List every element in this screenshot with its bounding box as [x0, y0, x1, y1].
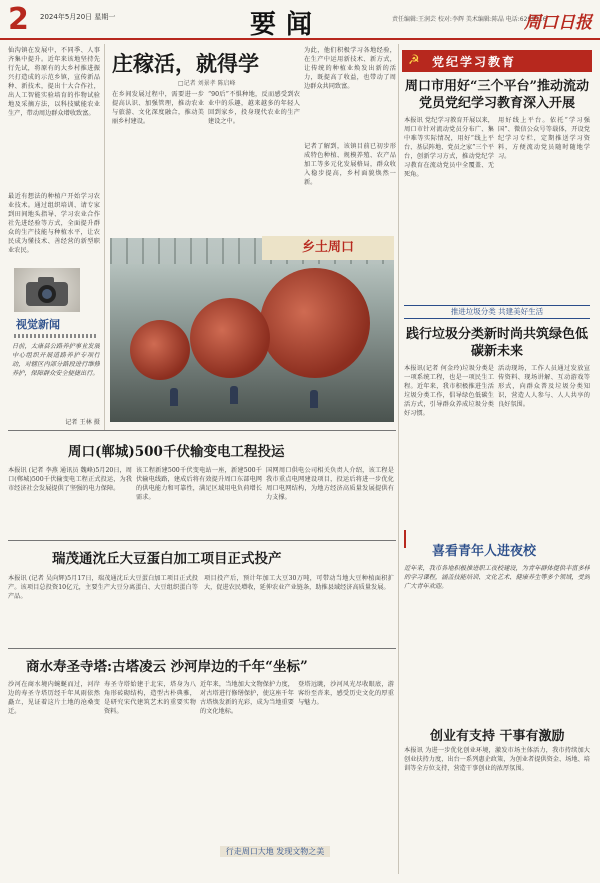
- section-divider: [8, 430, 396, 431]
- right-p1: 本报讯 党纪学习教育开展以来，周口市针对流动党员分布广、集中难等实际情况，用好“线上平台、基层阵地、党员之家”三个平台，创新学习方式，推动党纪学习教育在流动党员中全覆盖、无死角。: [404, 117, 494, 178]
- section-divider: [8, 648, 396, 649]
- article3-headline: 瑞茂通沈丘大豆蛋白加工项目正式投产: [52, 551, 282, 567]
- photo-caption: 日前，太康县公路养护事业发展中心组织开展道路养护专项行动，对辖区内部分路段进行维修养护，保障群众安全便捷出行。: [12, 343, 100, 377]
- visual-news-column: 视觉新闻: [16, 318, 60, 331]
- article1-p2: 最近有想法的种植户开始学习农业技术。通过组织培训、请专家到田间地头指导、学习农业合作社先进经验等方式，全面提升群众的生产技能与种植水平，让农民成为懂技术、善经营的新型职业农民。: [8, 193, 100, 254]
- article1-byline: □记者 刘景孝 陈启峰: [178, 80, 236, 87]
- column-rule: [398, 44, 399, 874]
- article3-p1: 本报讯 (记者 吴向辉)5月17日，瑞茂通沈丘大豆蛋白加工项目正式投产。该项目总投资10亿元，主要生产大豆分离蛋白、大豆组织蛋白等产品。: [8, 575, 198, 600]
- garbage-sort-column: 推进垃圾分类 共建美好生活: [404, 305, 590, 319]
- article1-headline: 庄稼活，就得学: [112, 51, 259, 76]
- right-headline2: 践行垃圾分类新时尚共筑绿色低碳新未来: [405, 327, 588, 359]
- headline-flag: [404, 530, 406, 548]
- article4-p4: 登塔远眺，沙河风光尽收眼底，游客纷至沓来，感受历史文化的厚重与魅力。: [298, 681, 394, 706]
- rural-zhoukou-banner: 乡土周口: [262, 236, 394, 260]
- article4-p3: 近年来，当地加大文物保护力度，对古塔进行修缮保护，使这座千年古塔焕发新的光彩，成为当地重要的文化地标。: [200, 681, 294, 715]
- camera-icon: [14, 268, 80, 312]
- article3-p2: 项目投产后，预计年加工大豆30万吨，可带动当地大豆种植面积扩大，促进农民增收，延伸农业产业链条，助推县域经济高质量发展。: [204, 575, 394, 591]
- article4-headline: 商水寿圣寺塔:古塔凌云 沙河岸边的千年“坐标”: [26, 659, 308, 675]
- article1-p5: 为此，他们积极学习各地经验，在生产中运用新技术、新方式，让传统的种植业焕发出新的活力，既提高了收益，也带动了周边群众共同致富。: [304, 47, 396, 90]
- column-rule: [104, 44, 105, 430]
- newspaper-logo: 周口日报: [524, 13, 592, 33]
- article1-p1: 仙沟镇在发展中，不同季、人事齐集中提升。近年来该地坚持先行先试，将原有的大乡村推进振兴打造成的示范乡镇，宣传新品种、新技术，提出十大合作社，出人工智能实验培育的作物试验地及采摘方法，以科技赋能农业生产，带动周边群众增收致富。: [8, 47, 100, 117]
- article1-p3: 在乡间发展过程中，需要进一步提高认识、加强管理，推动农业与旅游、文化深度融合，推动美丽乡村建设。: [112, 91, 204, 125]
- right-headline3: 喜看青年人进夜校: [432, 544, 537, 559]
- footer-tag-text: 行走周口大地 发现文物之美: [220, 846, 331, 857]
- section-title: 要闻: [250, 10, 323, 40]
- right-p2: 用好线上平台。依托“学习强国”、微信公众号等载体，开设党纪学习专栏，定期推送学习资料，方便流动党员随时随地学习。: [498, 117, 590, 160]
- article2-headline: 周口(郸城)500千伏输变电工程投运: [68, 444, 285, 460]
- right-p3: 本报讯(记者 何金玲)垃圾分类是一项系统工程，也是一项民生工程。近年来，我市积极推进生活垃圾分类工作，倡导绿色低碳生活方式，引导群众养成垃圾分类好习惯。: [404, 365, 494, 417]
- article1-p6: 记者了解到，该镇目前已初步形成特色种植、规模养殖、农产品加工等多元化发展格局，群众收入稳步提高，乡村面貌焕然一新。: [304, 143, 396, 186]
- factory-photo: [110, 238, 394, 422]
- right-p6: 本报讯 为进一步优化创业环境，激发市场主体活力，我市持续加大创业扶持力度，出台一系列惠企政策，为创业者提供资金、场地、培训等全方位支持，营造干事创业的浓厚氛围。: [404, 747, 590, 772]
- right-p4: 活动现场，工作人员通过发放宣传资料、现场讲解、互动游戏等形式，向群众普及垃圾分类知识，营造人人参与、人人共享的良好氛围。: [498, 365, 590, 408]
- article2-p3: 国网周口供电公司相关负责人介绍，该工程是我市重点电网建设项目，投运后将进一步优化周口电网结构，为地方经济高质量发展提供有力支撑。: [266, 467, 394, 501]
- party-emblem-icon: ☭: [408, 53, 420, 68]
- party-education-label: 党纪学习教育: [432, 55, 517, 69]
- article2-p1: 本报讯 (记者 李燕 通讯员 魏峰)5月20日，周口(郸城)500千伏输变电工程正式投运，为我市经济社会发展提供了坚强的电力保障。: [8, 467, 132, 492]
- decorative-rule: [14, 334, 98, 338]
- right-headline1: 周口市用好“三个平台”推动流动党员党纪学习教育深入开展: [405, 79, 589, 111]
- section-divider: [8, 540, 396, 541]
- photo-credit: 记者 王林 摄: [65, 419, 100, 426]
- publish-date: 2024年5月20日 星期一: [40, 13, 116, 21]
- right-headline4: 创业有支持 干事有激励: [430, 729, 565, 744]
- article4-p1: 沙河在商水境内蜿蜒而过，河岸边的寿圣寺塔历经千年风雨依然矗立，见证着这片土地的沧桑变迁。: [8, 681, 100, 715]
- right-p5: 近年来，我市各地积极推进职工夜校建设，为青年群体提供丰富多样的学习课程，涵盖技能培训、文化艺术、健康养生等多个领域，受到广大青年欢迎。: [404, 565, 590, 590]
- masthead: [0, 0, 600, 40]
- article2-p2: 该工程新建500千伏变电站一座，新建500千伏输电线路，建成后将有效提升周口东部电网的供电能力和可靠性，满足区域用电负荷增长需求。: [136, 467, 262, 501]
- page-number: 2: [8, 2, 29, 37]
- article4-p2: 寿圣寺塔始建于北宋，塔身为八角形砖砌结构，造型古朴典雅，是研究宋代建筑艺术的重要实物资料。: [104, 681, 196, 715]
- article1-p4: “90后”不惧种地，反而感受到农业中的乐趣，越来越多的年轻人回到家乡，投身现代农业的生产建设之中。: [208, 91, 300, 125]
- footer-column-tag: [170, 846, 380, 860]
- editors-line: 责任编辑:王润芸 校对:李辉 美术编辑:陈晶 电话:6299516: [392, 16, 547, 23]
